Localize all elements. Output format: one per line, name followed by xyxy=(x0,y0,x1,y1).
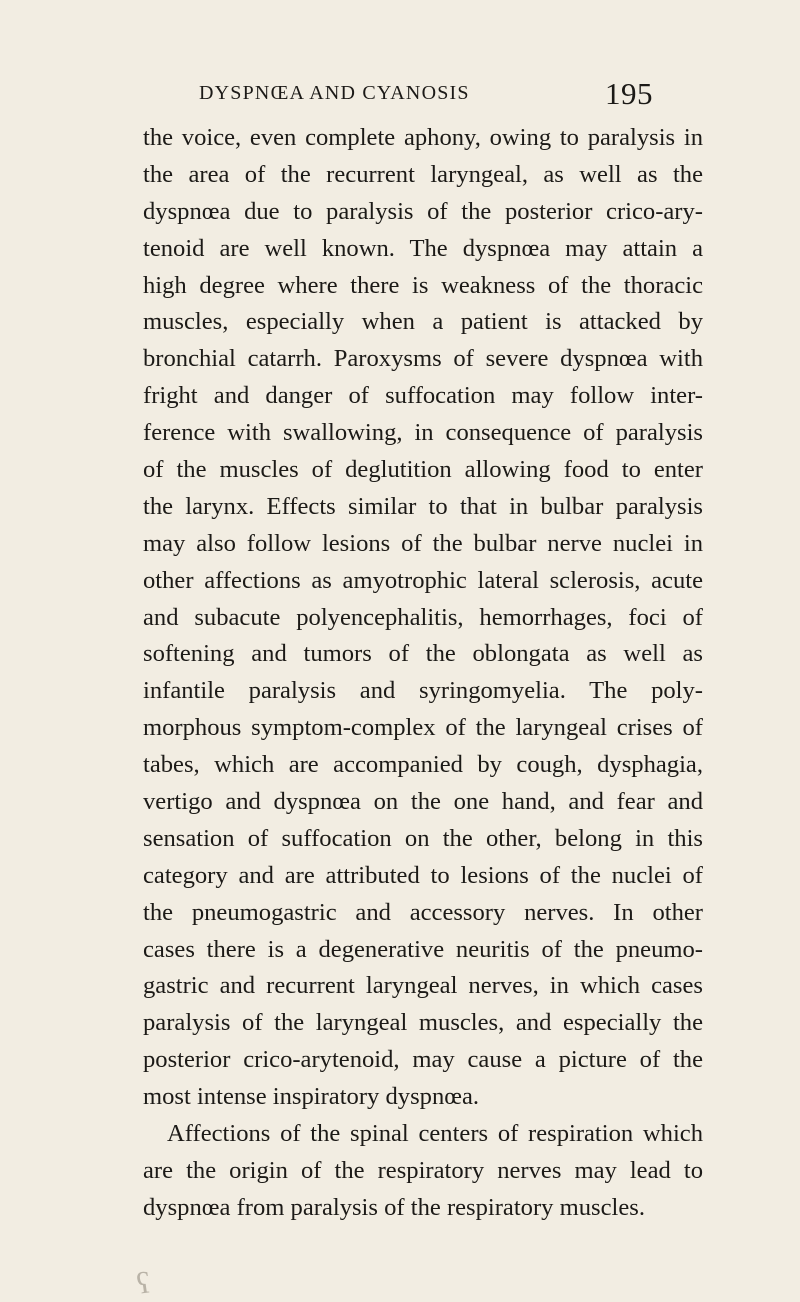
text-line: of the muscles of deglutition allowing food to enter xyxy=(143,456,703,484)
text-line: tenoid are well known. The dyspnœa may attain a xyxy=(143,234,703,262)
text-line: cases there is a degenerative neuritis of the pneumo- xyxy=(143,935,703,963)
text-line: the larynx. Effects similar to that in bulbar paralysis xyxy=(143,492,703,520)
text-line: paralysis of the laryngeal muscles, and especially the xyxy=(143,1009,703,1037)
text-line: posterior crico-arytenoid, may cause a picture of the xyxy=(143,1046,703,1074)
text-line: muscles, especially when a patient is attacked by xyxy=(143,308,703,336)
text-line: other affections as amyotrophic lateral sclerosis, acute xyxy=(143,566,703,594)
text-line: ference with swallowing, in consequence of paralysis xyxy=(143,419,703,447)
text-line: fright and danger of suffocation may follow inter- xyxy=(143,382,703,410)
text-line: dyspnœa from paralysis of the respiratory muscles. xyxy=(143,1193,645,1221)
text-line: most intense inspiratory dyspnœa. xyxy=(143,1083,480,1111)
text-line: are the origin of the respiratory nerves may lead to xyxy=(143,1156,703,1184)
text-line: dyspnœa due to paralysis of the posterior crico-ary- xyxy=(143,197,703,225)
ink-smudge-mark: ʕ xyxy=(134,1266,153,1301)
text-line: bronchial catarrh. Paroxysms of severe dyspnœa with xyxy=(143,345,703,373)
running-head xyxy=(199,76,653,112)
running-title: DYSPNŒA AND CYANOSIS xyxy=(199,82,470,104)
text-line: gastric and recurrent laryngeal nerves, in which cases xyxy=(143,972,703,1000)
page-number: 195 xyxy=(605,76,653,111)
text-line: softening and tumors of the oblongata as well as xyxy=(143,640,703,668)
text-line: Affections of the spinal centers of respiration which xyxy=(167,1120,703,1148)
text-line: the pneumogastric and accessory nerves. In other xyxy=(143,898,703,926)
text-line: infantile paralysis and syringomyelia. The poly- xyxy=(143,677,703,705)
body-text xyxy=(143,120,703,1227)
text-line: and subacute polyencephalitis, hemorrhages, foci of xyxy=(143,603,703,631)
text-line: high degree where there is weakness of the thoracic xyxy=(143,271,703,299)
text-line: sensation of suffocation on the other, belong in this xyxy=(143,824,703,852)
text-line: morphous symptom-complex of the laryngeal crises of xyxy=(143,714,703,742)
text-line: may also follow lesions of the bulbar nerve nuclei in xyxy=(143,529,703,557)
text-line: the voice, even complete aphony, owing to paralysis in xyxy=(143,124,703,151)
text-line: the area of the recurrent laryngeal, as well as the xyxy=(143,160,703,188)
text-line: vertigo and dyspnœa on the one hand, and fear and xyxy=(143,788,703,816)
text-line: category and are attributed to lesions of the nuclei of xyxy=(143,861,703,889)
text-line: tabes, which are accompanied by cough, dysphagia, xyxy=(143,751,703,779)
